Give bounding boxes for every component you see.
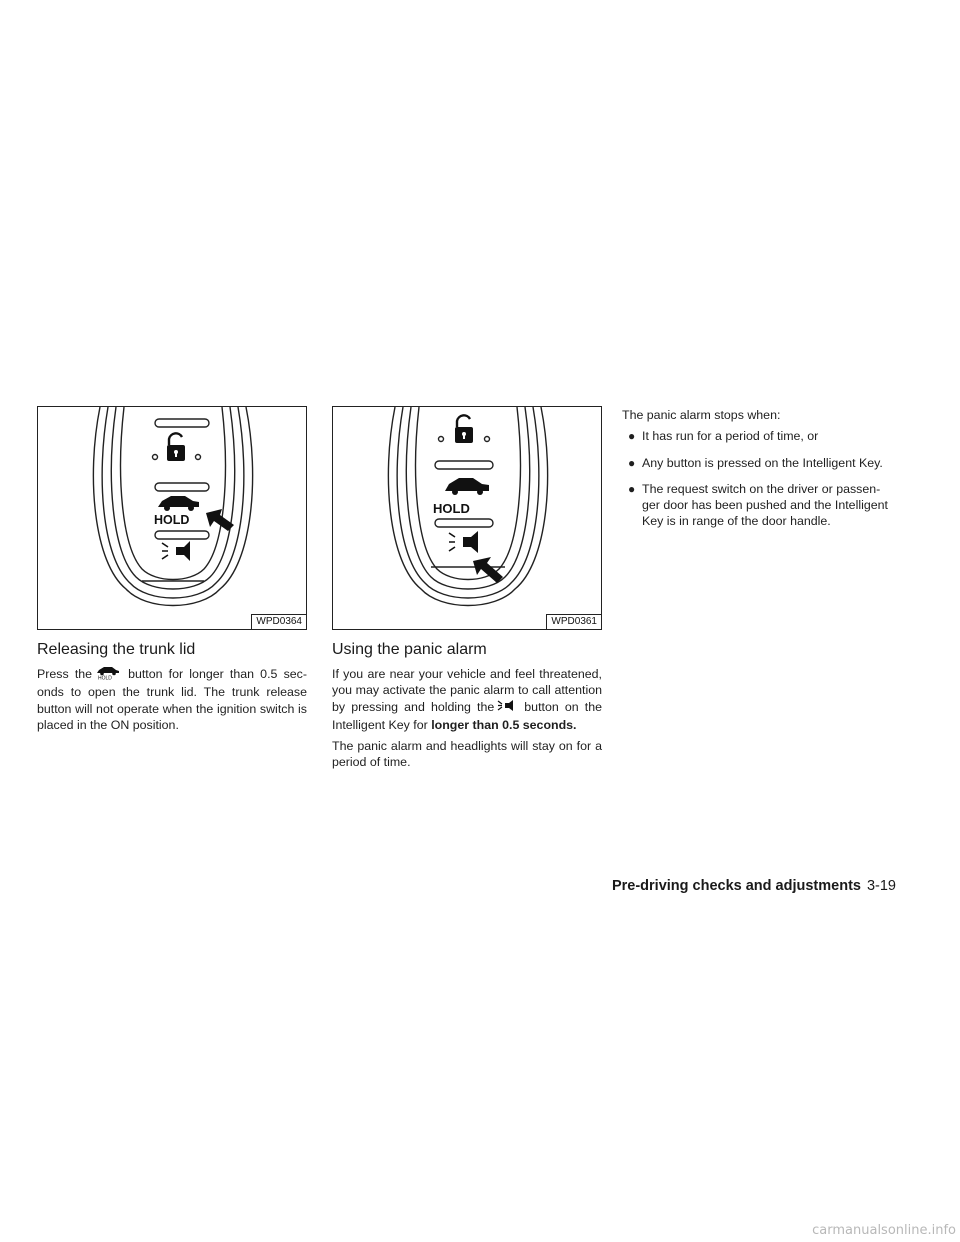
list-item [622,481,900,529]
key-fob-illustration [38,407,307,630]
footer-section-title: Pre-driving checks and adjustments [611,878,861,894]
list-item [622,455,900,471]
figure-trunk-button [37,406,307,630]
key-fob-illustration [333,407,602,630]
panic-paragraph-2: The panic alarm and headlights will stay on for a period of time. [332,739,602,770]
panic-text-mid: button on the Intelligent Key for [332,699,602,733]
heading-releasing-trunk: Releasing the trunk lid [37,641,196,658]
page-number: 3-19 [866,878,896,894]
figure-code: WPD0361 [546,614,601,629]
page-footer [612,876,896,896]
figure-code: WPD0364 [251,614,306,629]
panic-speaker-icon [162,541,190,561]
trunk-car-icon [445,478,489,495]
trunk-hold-inline-icon [94,666,120,684]
panic-paragraph-1 [332,666,602,734]
figure-panic-button [332,406,602,630]
panic-text-bold: longer than 0.5 seconds. [431,718,577,733]
trunk-text-end: button for longer than 0.5 sec- onds to open the trunk lid. The trunk release button will not operate when the ignition switch is placed in the ON position. [37,667,307,733]
list-item-text: The request switch on the driver or passen- ger door has been pushed and the Intelligent Key is in range of the door handle. [642,482,888,528]
panic-speaker-icon [449,531,478,553]
unlock-icon [455,415,473,443]
trunk-text-start: Press the [37,667,93,681]
list-item [622,428,900,444]
unlock-icon [167,433,185,461]
list-item-text: Any button is pressed on the Intelligent Key. [642,455,883,470]
panic-inline-icon [496,699,516,717]
trunk-car-icon [158,496,199,511]
bullet-icon: ● [628,455,636,470]
list-item-text: It has run for a period of time, or [642,429,819,443]
fob-hold-label: HOLD [154,513,190,527]
watermark: carmanualsonline.info [812,1223,956,1238]
bullet-icon: ● [628,429,636,443]
panic-stops-intro: The panic alarm stops when: [622,408,781,422]
panic-stops-list [622,428,900,540]
panic-text-start: If you are near your vehicle and feel threatened, you may activate the panic alarm to call attention by pressing and holding the [332,667,602,714]
fob-hold-label: HOLD [433,501,470,516]
inline-hold-label: HOLD [98,675,112,680]
trunk-paragraph [37,666,307,734]
bullet-icon: ● [628,482,636,496]
heading-panic-alarm: Using the panic alarm [332,641,487,658]
